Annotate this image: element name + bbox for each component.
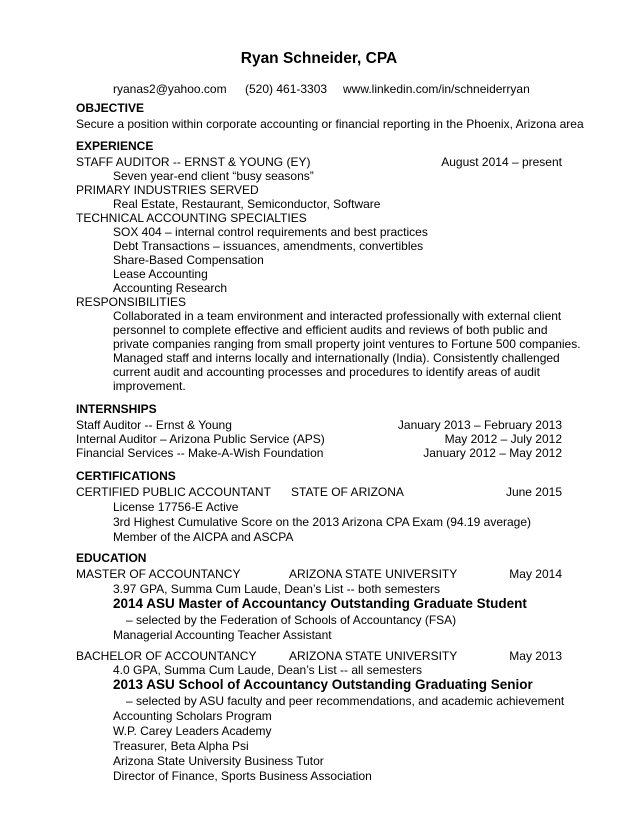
bachelors-date: May 2013 — [509, 649, 562, 663]
job-title: STAFF AUDITOR -- ERNST & YOUNG (EY) — [76, 155, 311, 169]
certification-detail: 3rd Highest Cumulative Score on the 2013 Arizona CPA Exam (94.19 average) — [113, 515, 532, 529]
specialties-heading: TECHNICAL ACCOUNTING SPECIALTIES — [76, 211, 307, 225]
bachelors-school: ARIZONA STATE UNIVERSITY — [289, 649, 458, 663]
industries-heading: PRIMARY INDUSTRIES SERVED — [76, 183, 259, 197]
certification-date: June 2015 — [505, 485, 562, 499]
masters-award-note: – selected by the Federation of Schools of Accountancy (FSA) — [126, 613, 457, 627]
certification-state: STATE OF ARIZONA — [291, 485, 404, 499]
internship-dates: January 2012 – May 2012 — [423, 446, 562, 460]
specialty-item: Debt Transactions – issuances, amendments, convertibles — [113, 239, 424, 253]
specialty-item: Accounting Research — [113, 281, 228, 295]
responsibility-line: private companies ranging from small property joint ventures to Fortune 500 companies. — [113, 337, 581, 351]
certification-detail: License 17756-E Active — [113, 500, 239, 514]
bachelors-extra: Treasurer, Beta Alpha Psi — [113, 739, 249, 753]
specialty-item: Lease Accounting — [113, 267, 208, 281]
internship-role: Staff Auditor -- Ernst & Young — [76, 418, 232, 432]
job-note: Seven year-end client “busy seasons” — [113, 169, 314, 183]
contact-phone: (520) 461-3303 — [245, 82, 328, 96]
responsibility-line: current audit and accounting processes and procedures to identify areas of audit — [113, 365, 540, 379]
bachelors-award: 2013 ASU School of Accountancy Outstanding Graduating Senior — [113, 677, 533, 692]
bachelors-extra: Director of Finance, Sports Business Association — [113, 769, 372, 783]
internship-role: Internal Auditor – Arizona Public Service (APS) — [76, 432, 325, 446]
job-dates: August 2014 – present — [441, 155, 562, 169]
bachelors-extra: Accounting Scholars Program — [113, 709, 272, 723]
responsibilities-heading: RESPONSIBILITIES — [76, 295, 187, 309]
certification-detail: Member of the AICPA and ASCPA — [113, 530, 294, 544]
bachelors-degree: BACHELOR OF ACCOUNTANCY — [76, 649, 257, 663]
specialty-item: SOX 404 – internal control requirements and best practices — [113, 225, 428, 239]
experience-heading: EXPERIENCE — [76, 139, 154, 153]
masters-date: May 2014 — [509, 567, 562, 581]
internship-role: Financial Services -- Make-A-Wish Foundation — [76, 446, 324, 460]
bachelors-award-note: – selected by ASU faculty and peer recommendations, and academic achievement — [126, 694, 565, 708]
bachelors-gpa: 4.0 GPA, Summa Cum Laude, Dean’s List -- all semesters — [113, 663, 423, 677]
education-heading: EDUCATION — [76, 551, 147, 565]
resume-name: Ryan Schneider, CPA — [240, 50, 398, 67]
masters-award: 2014 ASU Master of Accountancy Outstanding Graduate Student — [113, 596, 527, 611]
masters-extra: Managerial Accounting Teacher Assistant — [113, 628, 332, 642]
responsibility-line: improvement. — [113, 379, 186, 393]
contact-email: ryanas2@yahoo.com — [113, 82, 227, 96]
objective-text: Secure a position within corporate accounting or financial reporting in the Phoenix, Arizona area — [76, 117, 584, 131]
internship-dates: January 2013 – February 2013 — [397, 418, 562, 432]
internships-heading: INTERNSHIPS — [76, 402, 157, 416]
responsibility-line: Managed staff and interns locally and internationally (India). Consistently challenged — [113, 351, 560, 365]
objective-heading: OBJECTIVE — [76, 101, 145, 115]
bachelors-extra: W.P. Carey Leaders Academy — [113, 724, 272, 738]
responsibility-line: personnel to complete effective and efficient audits and reviews of both public and — [113, 323, 548, 337]
internship-dates: May 2012 – July 2012 — [444, 432, 562, 446]
masters-gpa: 3.97 GPA, Summa Cum Laude, Dean’s List -- both semesters — [113, 582, 441, 596]
contact-linkedin: www.linkedin.com/in/schneiderryan — [343, 82, 530, 96]
certifications-heading: CERTIFICATIONS — [76, 469, 176, 483]
certification-title: CERTIFIED PUBLIC ACCOUNTANT — [76, 485, 271, 499]
masters-degree: MASTER OF ACCOUNTANCY — [76, 567, 241, 581]
industries-list: Real Estate, Restaurant, Semiconductor, Software — [113, 197, 381, 211]
bachelors-extra: Arizona State University Business Tutor — [113, 754, 324, 768]
responsibility-line: Collaborated in a team environment and interacted professionally with external client — [113, 309, 562, 323]
masters-school: ARIZONA STATE UNIVERSITY — [289, 567, 458, 581]
specialty-item: Share-Based Compensation — [113, 253, 264, 267]
